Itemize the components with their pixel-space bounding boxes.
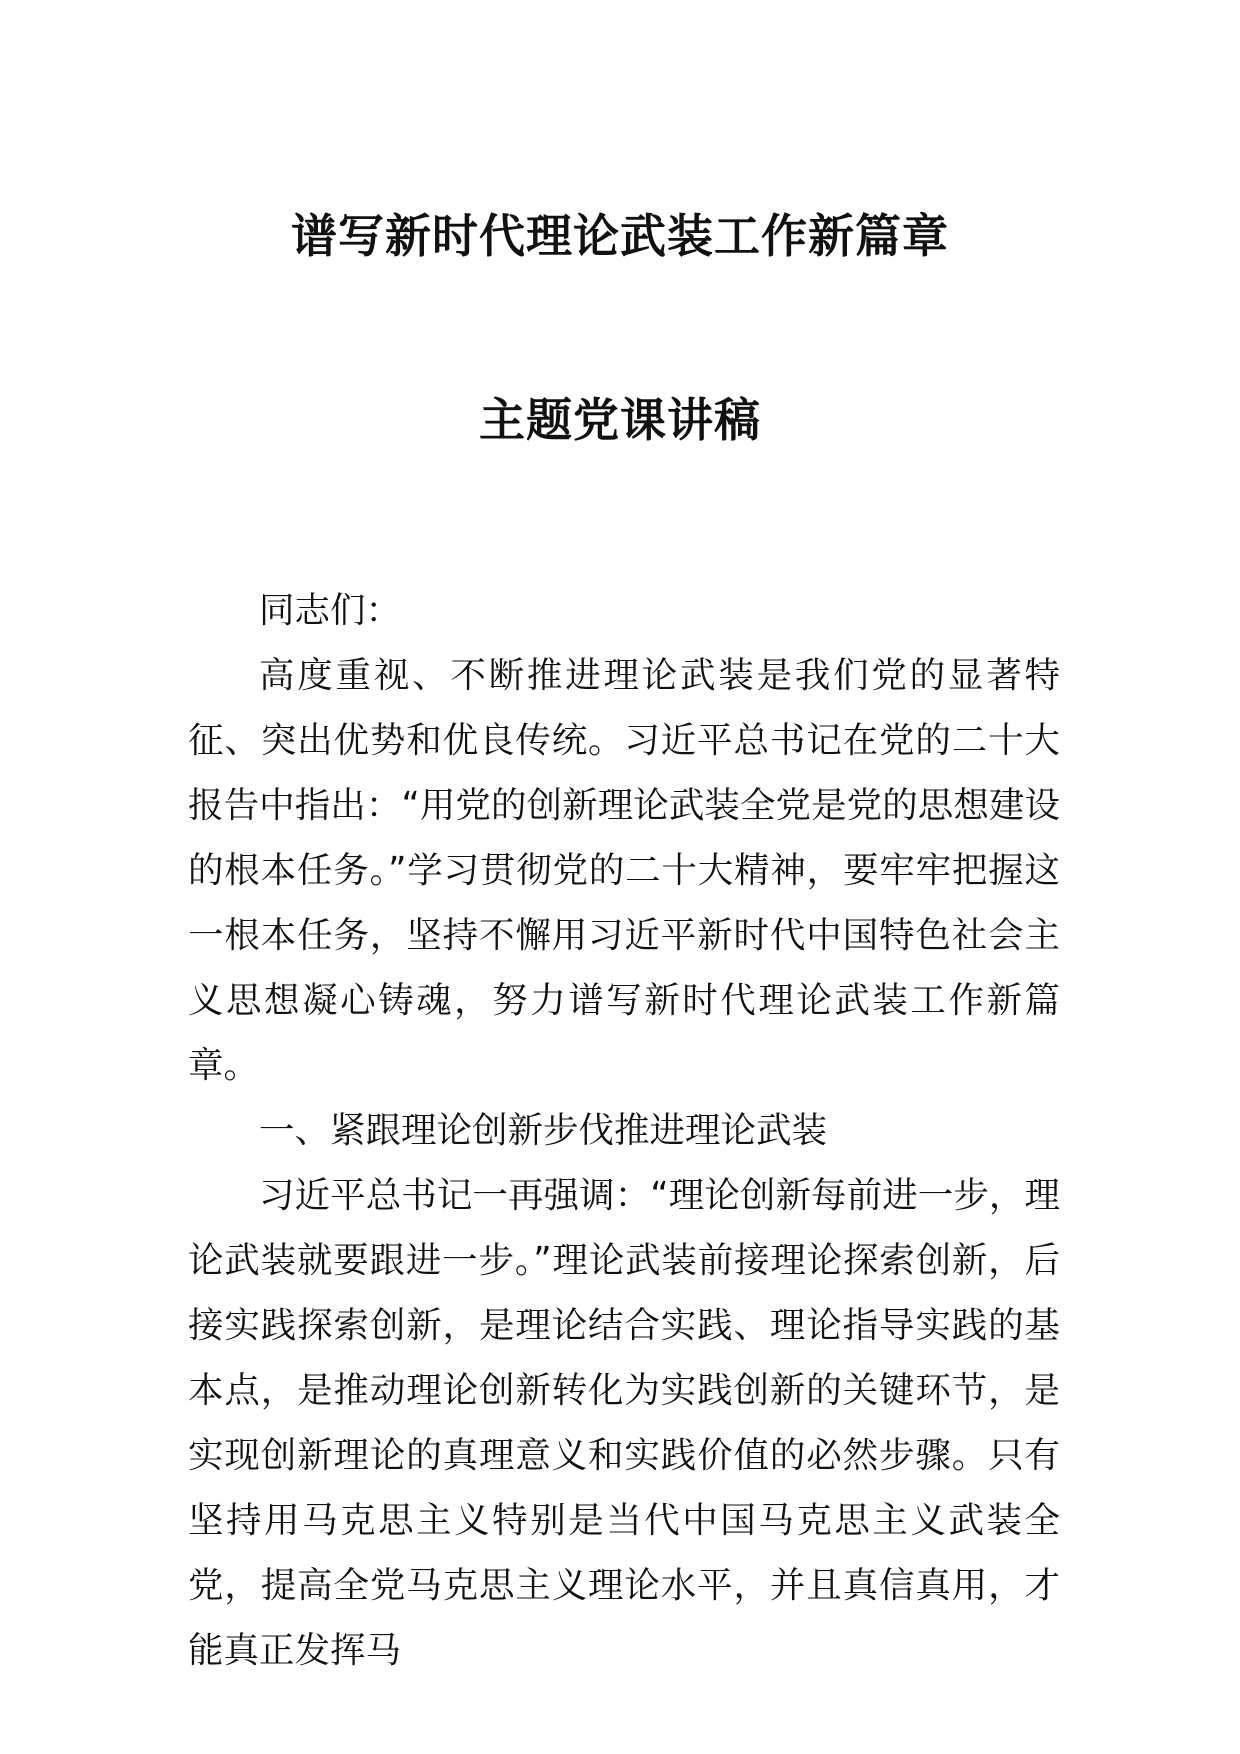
paragraph-section1: 习近平总书记一再强调：“理论创新每前进一步，理论武装就要跟进一步。”理论武装前接理论探索创新，后接实践探索创新，是理论结合实践、理论指导实践的基本点，是推动理论创新转化为实践创新的关键环节，是实现创新理论的真理意义和实践价值的必然步骤。只有坚持用马克思主义特别是当代中国马克思主义武装全党，提高全党马克思主义理论水平，并且真信真用，才能真正发挥马 bbox=[188, 1175, 1060, 1671]
salutation: 同志们： bbox=[259, 590, 402, 631]
paragraph-intro: 高度重视、不断推进理论武装是我们党的显著特征、突出优势和优良传统。习近平总书记在党的二十大报告中指出：“用党的创新理论武装全党是党的思想建设的根本任务。”学习贯彻党的二十大精神，要牢牢把握这一根本任务，坚持不懈用习近平新时代中国特色社会主义思想凝心铸魂，努力谱写新时代理论武装工作新篇章。 bbox=[188, 655, 1060, 1086]
document-subtitle: 主题党课讲稿 bbox=[479, 393, 761, 447]
document-title: 谱写新时代理论武装工作新篇章 bbox=[291, 209, 949, 263]
document-body bbox=[188, 578, 1060, 1683]
section-heading: 一、紧跟理论创新步伐推进理论武装 bbox=[259, 1110, 828, 1151]
